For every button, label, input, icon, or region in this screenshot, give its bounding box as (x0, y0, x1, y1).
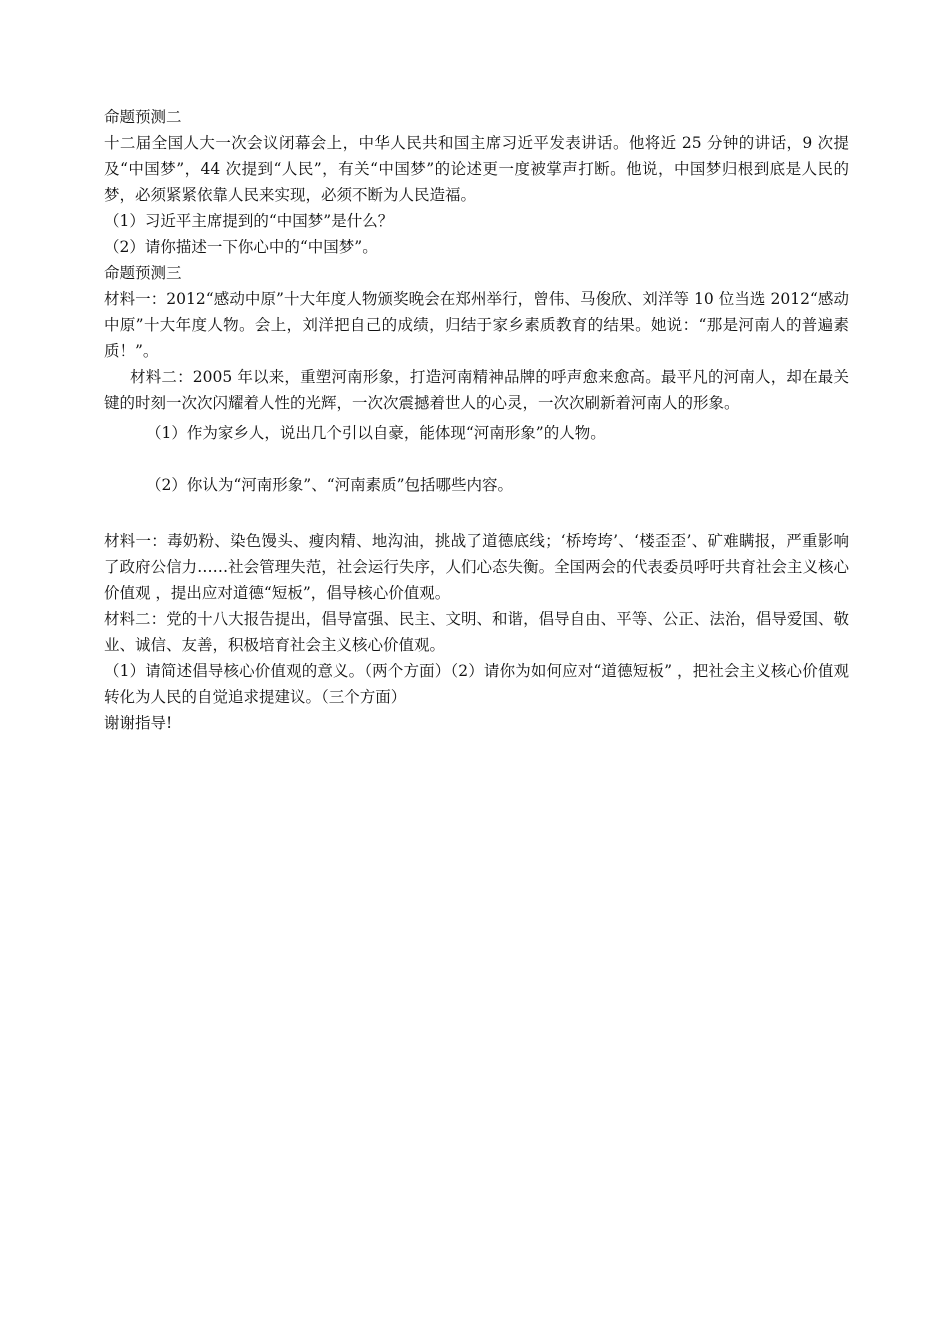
material-3-1: 材料一：2012“感动中原”十大年度人物颁奖晚会在郑州举行，曾伟、马俊欣、刘洋等 10 位当选 2012“感动中原”十大年度人物。会上，刘洋把自己的成绩，归结于家乡素质教育的结果。她说：“那是河南人的普遍素质！”。 (104, 290, 850, 360)
closing-text: 谢谢指导! (104, 714, 173, 732)
paragraph-chinese-dream: 十二届全国人大一次会议闭幕会上，中华人民共和国主席习近平发表讲话。他将近 25 分钟的讲话，9 次提及“中国梦”，44 次提到“人民”，有关“中国梦”的论述更一度被掌声打断。他说，中国梦归根到底是人民的梦，必须紧紧依靠人民来实现，必须不断为人民造福。 (104, 134, 849, 204)
spacer (104, 446, 849, 472)
question-2-1: （1）习近平主席提到的“中国梦”是什么？ (104, 212, 394, 230)
question-2-2: （2）请你描述一下你心中的“中国梦”。 (104, 238, 378, 256)
section-heading-prediction-2: 命题预测二 (104, 108, 182, 126)
questions-4: （1）请简述倡导核心价值观的意义。（两个方面）（2）请你为如何应对“道德短板” ，把社会主义核心价值观转化为人民的自觉追求提建议。（三个方面） (104, 662, 849, 706)
question-3-2: （2）你认为“河南形象”、“河南素质”包括哪些内容。 (146, 476, 514, 494)
section-heading-prediction-3: 命题预测三 (104, 264, 182, 282)
material-3-2: 材料二：2005 年以来，重塑河南形象，打造河南精神品牌的呼声愈来愈高。最平凡的河南人，却在最关键的时刻一次次闪耀着人性的光辉，一次次震撼着世人的心灵，一次次刷新着河南人的形象。 (104, 368, 849, 412)
material-4-2: 材料二：党的十八大报告提出，倡导富强、民主、文明、和谐，倡导自由、平等、公正、法治，倡导爱国、敬业、诚信、友善，积极培育社会主义核心价值观。 (104, 610, 849, 654)
question-3-1: （1）作为家乡人，说出几个引以自豪，能体现“河南形象”的人物。 (146, 424, 606, 442)
spacer (104, 498, 849, 524)
document-body (104, 104, 849, 736)
material-4-1: 材料一：毒奶粉、染色馒头、瘦肉精、地沟油，挑战了道德底线；‘桥垮垮’、‘楼歪歪’、矿难瞒报，严重影响了政府公信力……社会管理失范，社会运行失序，人们心态失衡。全国两会的代表委员呼吁共育社会主义核心价值观 ，提出应对道德“短板”，倡导核心价值观。 (104, 532, 849, 602)
